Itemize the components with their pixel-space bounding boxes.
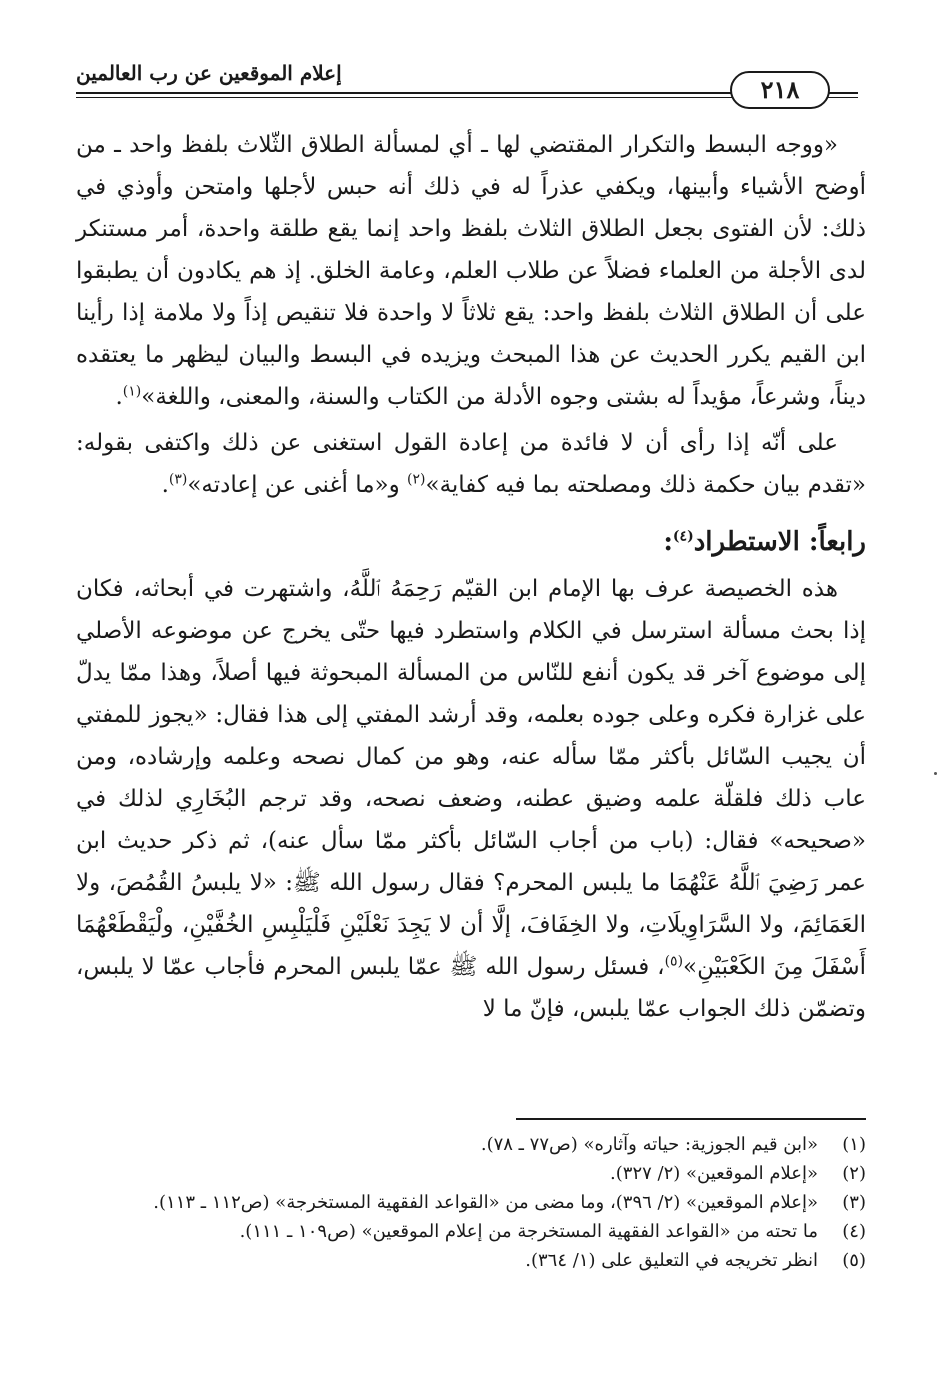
footnote-number: (٢) bbox=[842, 1163, 866, 1184]
paragraph bbox=[76, 422, 866, 506]
section-heading bbox=[76, 522, 866, 562]
footnote-text: «إعلام الموقعين» (٢/ ٣٢٧). bbox=[610, 1163, 818, 1184]
paragraph-text: ، فسئل رسول الله ﷺ عمّا يلبس المحرم فأجاب عمّا لا يلبس، وتضمّن ذلك الجواب عمّا يلبس، فإنّ ما لا bbox=[76, 954, 866, 1022]
main-text bbox=[76, 124, 866, 1030]
paragraph-text: «ووجه البسط والتكرار المقتضي لها ـ أي لمسألة الطلاق الثّلاث بلفظ واحد ـ من أوضح الأشياء وأبينها، ويكفي عذراً له في ذلك أنه حبس لأجلها وامتحن وأوذي في ذلك: لأن الفتوى بجعل الطلاق الثلاث بلفظ واحد إنما يقع طلقة واحدة، أمر مستنكر لدى الأجلة من العلماء فضلاً عن طلاب العلم، وعامة الخلق. إذ هم يكادون أن يطبقوا على أن الطلاق الثلاث بلفظ واحد: يقع ثلاثاً لا واحدة فلا تنقيص إذاً ولا ملامة إذا رأينا ابن القيم يكرر الحديث عن هذا المبحث ويزيده في البسط والبيان ليظهر ما يعتقده ديناً، وشرعاً، مؤيداً له بشتى وجوه الأدلة من الكتاب والسنة، والمعنى، واللغة» bbox=[76, 132, 866, 410]
paragraph-text: و«ما أغنى عن إعادته» bbox=[187, 472, 408, 498]
footnote-number: (١) bbox=[842, 1134, 866, 1155]
footnote-text: ما تحته من «القواعد الفقهية المستخرجة من إعلام الموقعين» (ص١٠٩ ـ ١١١). bbox=[239, 1221, 818, 1242]
footnote bbox=[70, 1130, 866, 1159]
footnote-separator bbox=[516, 1118, 866, 1120]
footnote bbox=[70, 1159, 866, 1188]
paragraph-text: على أنّه إذا رأى أن لا فائدة من إعادة القول استغنى عن ذلك واكتفى بقوله: «تقدم بيان حكمة ذلك ومصلحته بما فيه كفاية» bbox=[76, 430, 866, 498]
footnote bbox=[70, 1246, 866, 1275]
punctuation: . bbox=[115, 384, 123, 410]
footnote-text: انظر تخريجه في التعليق على (١/ ٣٦٤). bbox=[525, 1250, 818, 1271]
footnote-ref: (٣) bbox=[168, 471, 188, 488]
punctuation: . bbox=[161, 472, 169, 498]
footnote-text: «ابن قيم الجوزية: حياته وآثاره» (ص٧٧ ـ ٧٨). bbox=[480, 1134, 818, 1155]
footnote-number: (٤) bbox=[842, 1221, 866, 1242]
heading-text: رابعاً: الاستطراد bbox=[693, 527, 866, 557]
footnote-ref: (٥) bbox=[664, 953, 684, 970]
footnote bbox=[70, 1217, 866, 1246]
footnote-ref: (١) bbox=[122, 383, 142, 400]
paragraph bbox=[76, 124, 866, 418]
paragraph-text: هذه الخصيصة عرف بها الإمام ابن القيّم رَحِمَهُ ٱللَّهُ، واشتهرت في أبحاثه، فكان إذا بحث مسألة استرسل في الكلام واستطرد فيها حتّى يخرج عن موضوعه الأصلي إلى موضوع آخر قد يكون أنفع للنّاس من المسألة المبحوثة فيها أصلاً، وهذا ممّا يدلّ على غزارة فكره وعلى جوده بعلمه، وقد أرشد المفتي إلى هذا فقال: «يجوز للمفتي أن يجيب السّائل بأكثر ممّا سأله عنه، وهو من كمال نصحه وعلمه وإرشاده، ومن عاب ذلك فلقلّة علمه وضيق عطنه، وضعف نصحه، وقد ترجم البُخَارِي لذلك في «صحيحه» فقال: (باب من أجاب السّائل بأكثر ممّا سأل عنه)، ثم ذكر حديث ابن عمر رَضِيَ ٱللَّهُ عَنْهُمَا ما يلبس المحرم؟ فقال رسول الله ﷺ: «لا يلبسُ القُمُصَ، ولا العَمَائِمَ، ولا السَّرَاوِيلَاتِ، ولا الخِفَافَ، إلَّا أن لا يَجِدَ نَعْلَيْنِ فَلْيَلْبِسِ الخُفَّيْنِ، ولْيَقْطَعْهُمَا أَسْفَلَ مِنَ الكَعْبَيْنِ» bbox=[76, 576, 867, 980]
running-title: إعلام الموقعين عن رب العالمين bbox=[76, 61, 342, 85]
margin-speck bbox=[934, 772, 937, 775]
footnote-ref: (٤) bbox=[672, 528, 694, 545]
page-header bbox=[76, 55, 858, 107]
footnote-ref: (٢) bbox=[407, 471, 426, 488]
footnote-text: «إعلام الموقعين» (٢/ ٣٩٦)، وما مضى من «القواعد الفقهية المستخرجة» (ص١١٢ ـ ١١٣). bbox=[153, 1192, 818, 1213]
footnote bbox=[70, 1188, 866, 1217]
punctuation: : bbox=[663, 527, 673, 557]
footnotes bbox=[70, 1130, 866, 1275]
footnote-number: (٥) bbox=[842, 1250, 866, 1271]
page-number: ٢١٨ bbox=[730, 71, 830, 109]
paragraph bbox=[76, 568, 866, 1030]
footnote-number: (٣) bbox=[842, 1192, 866, 1213]
